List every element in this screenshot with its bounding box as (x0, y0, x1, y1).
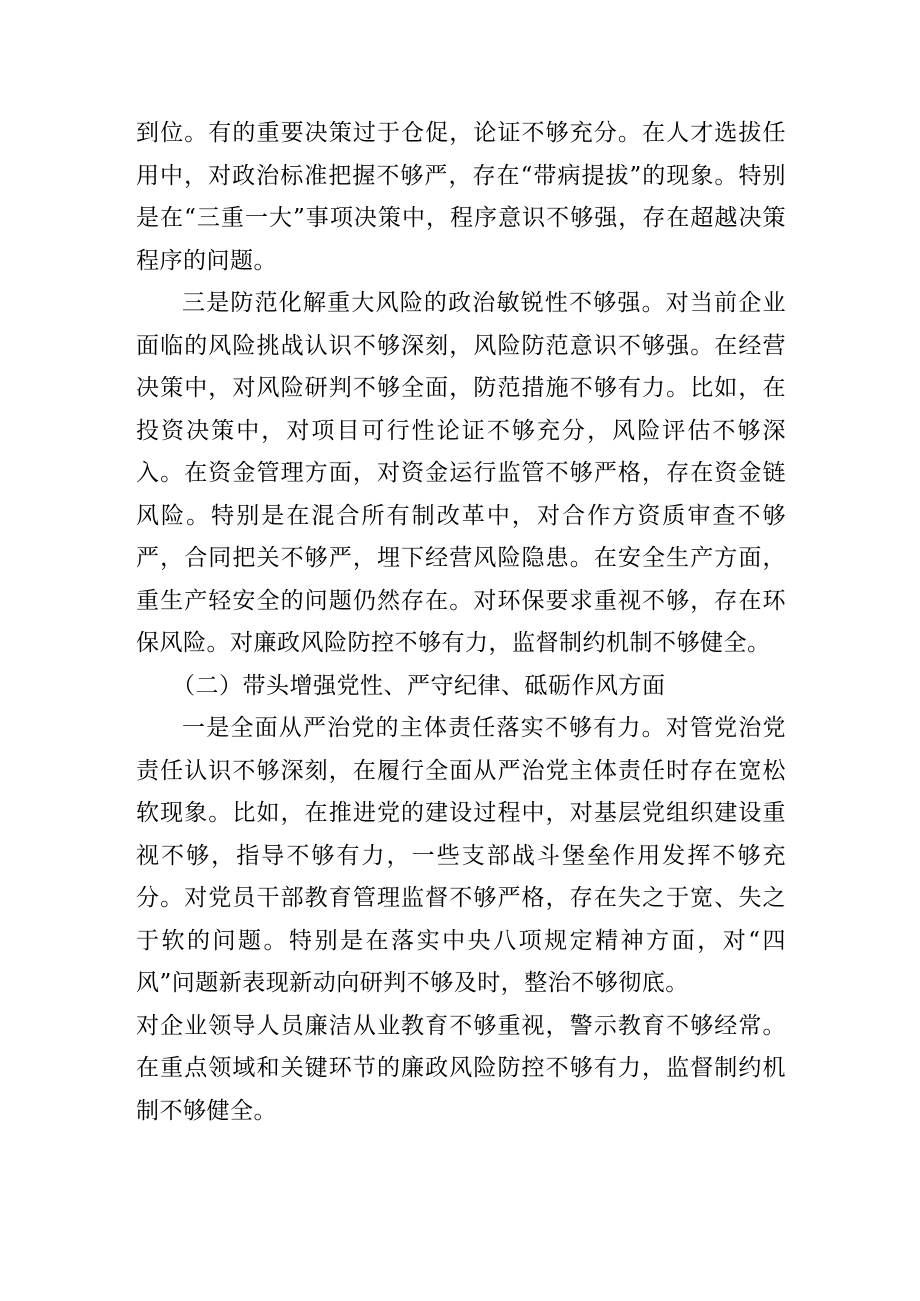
paragraph-continuation: 到位。有的重要决策过于仓促，论证不够充分。在人才选拔任用中，对政治标准把握不够严，存在“带病提拔”的现象。特别是在“三重一大”事项决策中，程序意识不够强，存在超越决策程序的问题。 (136, 120, 786, 274)
paragraph-responsibility: 一是全面从严治党的主体责任落实不够有力。对管党治党责任认识不够深刻，在履行全面从严治党主体责任时存在宽松软现象。比如，在推进党的建设过程中，对基层党组织建设重视不够，指导不够有力，一些支部战斗堡垒作用发挥不够充分。对党员干部教育管理监督不够严格，存在失之于宽、失之于软的问题。特别是在落实中央八项规定精神方面，对“四风”问题新表现新动向研判不够及时，整治不够彻底。 (136, 715, 786, 996)
section-heading: （二）带头增强党性、严守纪律、砥砺作风方面 (172, 672, 666, 699)
paragraph-integrity: 对企业领导人员廉洁从业教育不够重视，警示教育不够经常。在重点领域和关键环节的廉政风险防控不够有力，监督制约机制不够健全。 (136, 1012, 786, 1124)
paragraph-risk: 三是防范化解重大风险的政治敏锐性不够强。对当前企业面临的风险挑战认识不够深刻，风险防范意识不够强。在经营决策中，对风险研判不够全面，防范措施不够有力。比如，在投资决策中，对项目可行性论证不够充分，风险评估不够深入。在资金管理方面，对资金运行监管不够严格，存在资金链风险。特别是在混合所有制改革中，对合作方资质审查不够严，合同把关不够严，埋下经营风险隐患。在安全生产方面，重生产轻安全的问题仍然存在。对环保要求重视不够，存在环保风险。对廉政风险防控不够有力，监督制约机制不够健全。 (136, 290, 786, 656)
